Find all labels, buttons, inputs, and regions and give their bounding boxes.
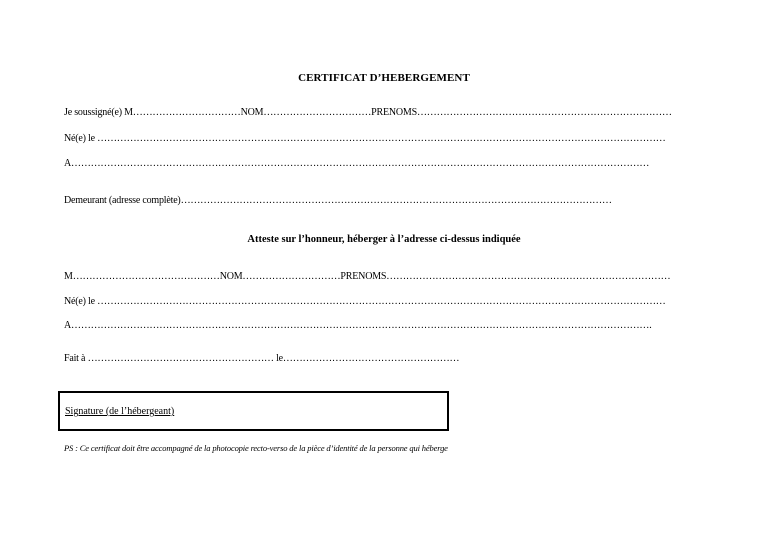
host-birthdate-line: Né(e) le …………………………………………………………………………………………………………………………………………………………: [64, 133, 666, 144]
place-date-line: Fait à ………………………………………………… le………………………………………………: [64, 353, 460, 364]
ps-note: PS : Ce certificat doit être accompagné de la photocopie recto-verso de la pièce d’identité de la personne qui héberge: [64, 443, 448, 453]
signature-label: Signature (de l’hébergeant): [65, 406, 175, 417]
attestation-heading: Atteste sur l’honneur, héberger à l’adresse ci-dessus indiquée: [247, 234, 521, 245]
signature-box: [58, 391, 449, 431]
host-birthplace-line: A……………………………………………………………………………………………………………………………………………………………: [64, 158, 650, 169]
host-address-line: Demeurant (adresse complète)……………………………………………………………………………………………………………………: [64, 195, 612, 206]
guest-birthdate-line: Né(e) le …………………………………………………………………………………………………………………………………………………………: [64, 296, 666, 307]
guest-name-line: M………………………………………NOM…………………………PRENOMS……………………………………………………………………………: [64, 271, 671, 282]
document-title: CERTIFICAT D’HEBERGEMENT: [298, 72, 470, 84]
host-name-line: Je soussigné(e) M……………………………NOM……………………………PRENOMS……………………………………………………………………: [64, 107, 672, 118]
guest-birthplace-line: A…………………………………………………………………………………………………………………………………………………………….: [64, 320, 652, 331]
